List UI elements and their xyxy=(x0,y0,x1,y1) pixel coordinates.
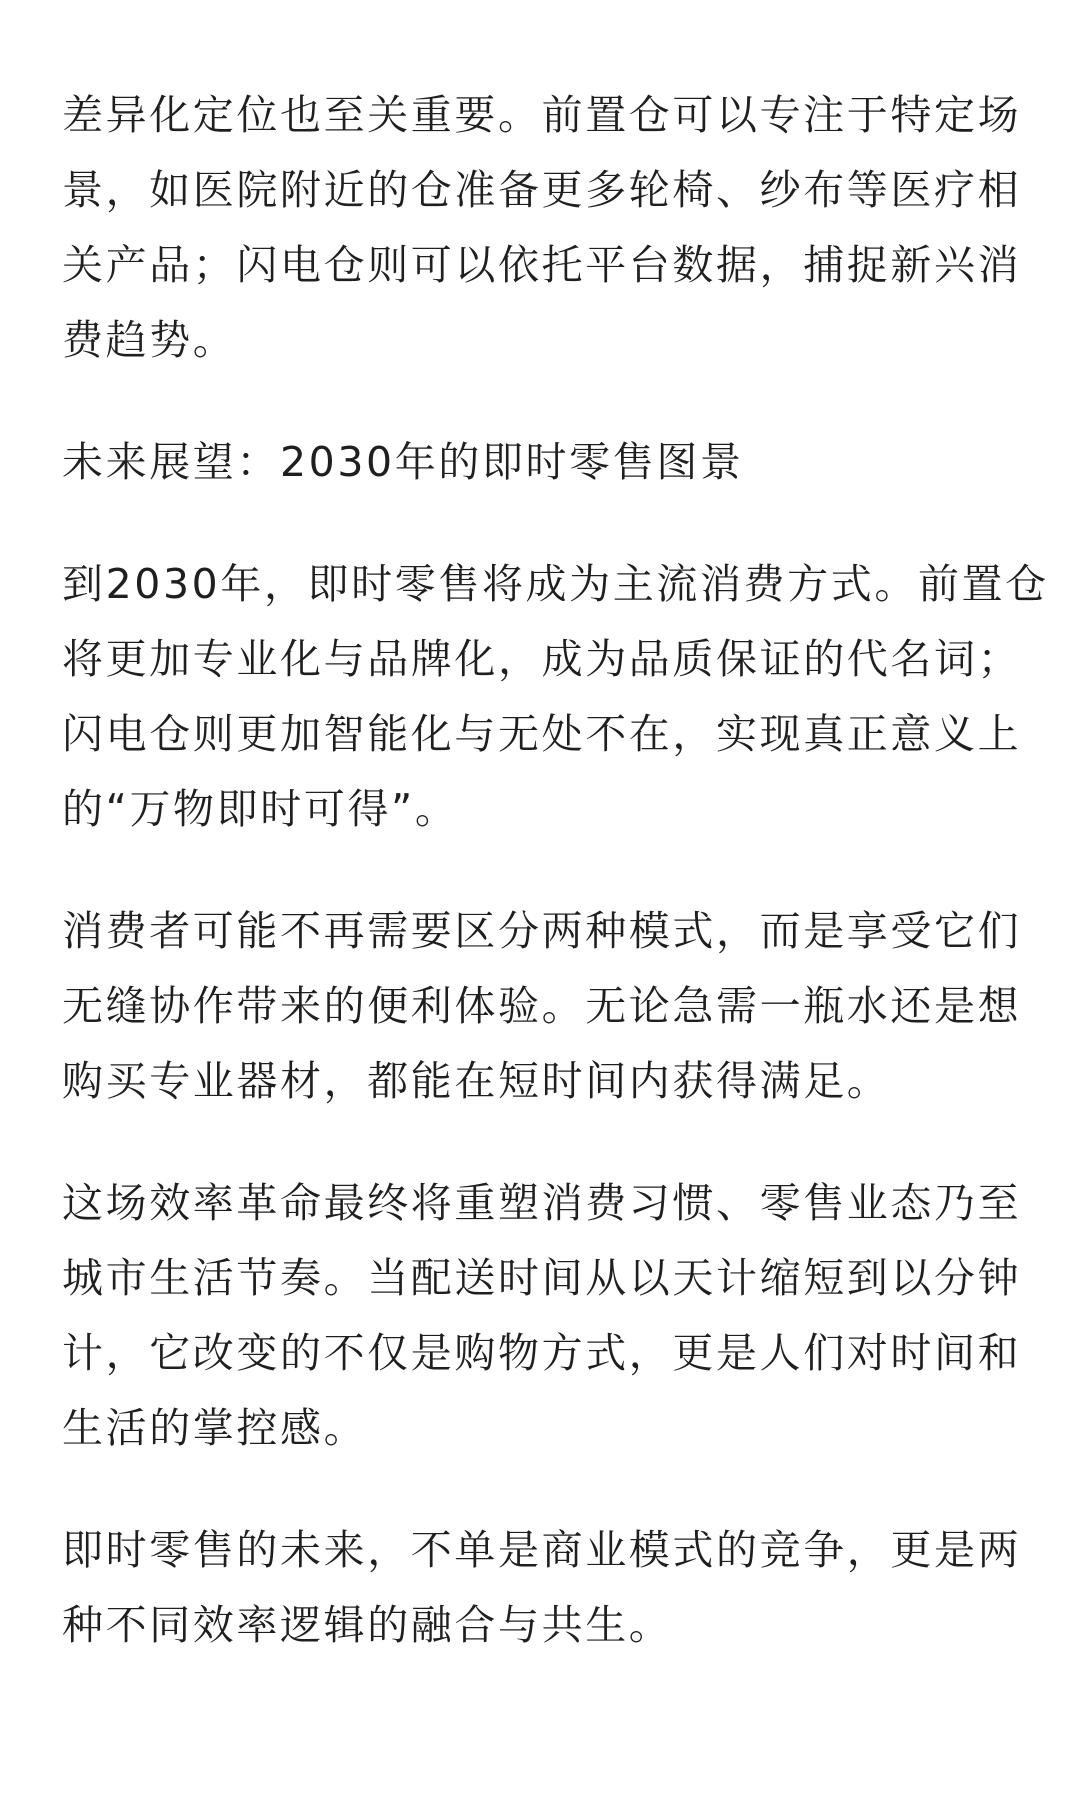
text-line: 即时零售的未来，不单是商业模式的竞争，更是两 xyxy=(62,1526,1022,1574)
paragraph-efficiency-revolution xyxy=(62,1166,1020,1466)
text-line: 差异化定位也至关重要。前置仓可以专注于特定场 xyxy=(62,91,1022,139)
text-line: 景，如医院附近的仓准备更多轮椅、纱布等医疗相 xyxy=(62,166,1022,214)
text-line: 的“万物即时可得”。 xyxy=(62,785,459,833)
text-line: 关产品；闪电仓则可以依托平台数据，捕捉新兴消 xyxy=(62,241,1022,289)
section-heading-future-outlook xyxy=(62,425,1020,500)
text-line: 生活的掌控感。 xyxy=(62,1404,368,1452)
text-line: 闪电仓则更加智能化与无处不在，实现真正意义上 xyxy=(62,710,1022,758)
paragraph-2030 xyxy=(62,547,1049,847)
text-line: 种不同效率逻辑的融合与共生。 xyxy=(62,1601,673,1649)
text-line: 无缝协作带来的便利体验。无论急需一瓶水还是想 xyxy=(62,982,1022,1030)
paragraph-consumer-experience xyxy=(62,894,1020,1119)
article-body xyxy=(62,78,1049,1710)
text-line: 到2030年，即时零售将成为主流消费方式。前置仓 xyxy=(62,560,1049,608)
text-line: 城市生活节奏。当配送时间从以天计缩短到以分钟 xyxy=(62,1254,1022,1302)
paragraph-conclusion xyxy=(62,1513,1020,1663)
text-line: 这场效率革命最终将重塑消费习惯、零售业态乃至 xyxy=(62,1179,1022,1227)
text-line: 消费者可能不再需要区分两种模式，而是享受它们 xyxy=(62,907,1022,955)
text-line: 未来展望：2030年的即时零售图景 xyxy=(62,438,744,486)
text-line: 计，它改变的不仅是购物方式，更是人们对时间和 xyxy=(62,1329,1022,1377)
text-line: 将更加专业化与品牌化，成为品质保证的代名词； xyxy=(62,635,1022,683)
paragraph-differentiation xyxy=(62,78,1020,378)
text-line: 购买专业器材，都能在短时间内获得满足。 xyxy=(62,1057,891,1105)
text-line: 费趋势。 xyxy=(62,316,237,364)
